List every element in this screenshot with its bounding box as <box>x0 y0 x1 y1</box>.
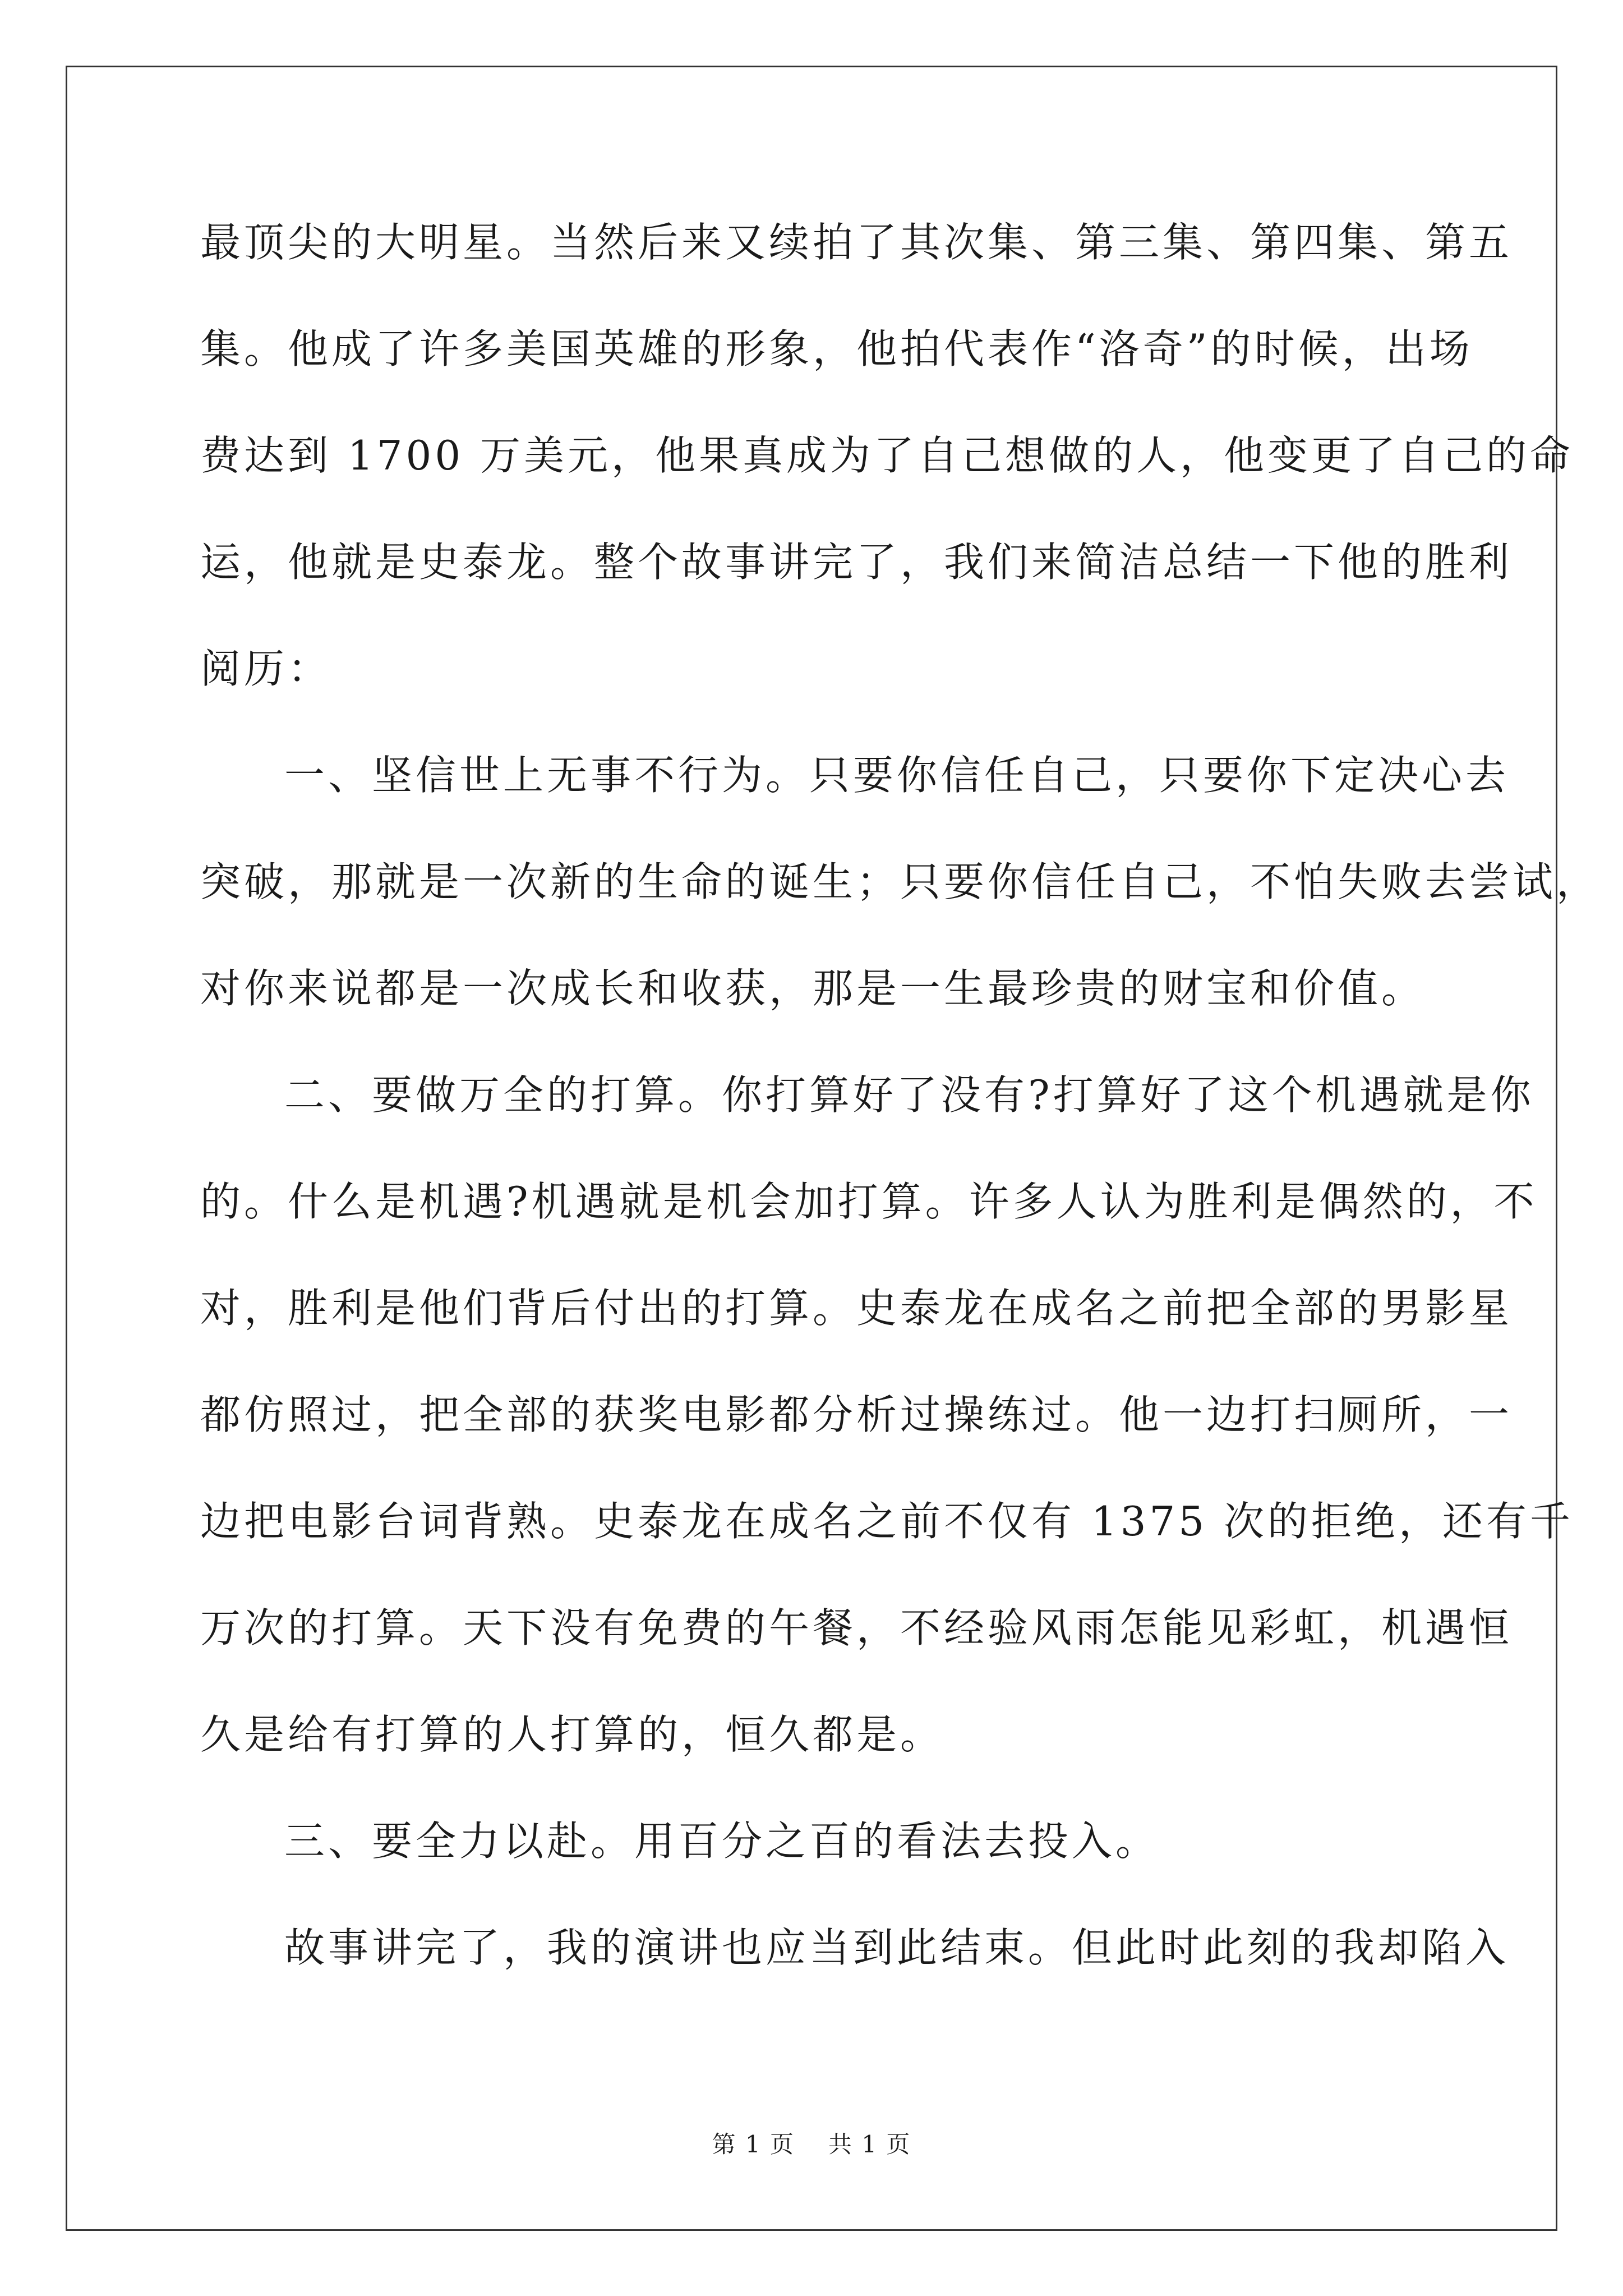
paragraph-line: 一、坚信世上无事不行为。只要你信任自己，只要你下定决心去 <box>284 752 1510 799</box>
paragraph-line: 运，他就是史泰龙。整个故事讲完了，我们来简洁总结一下他的胜利 <box>200 539 1513 586</box>
page-number: 第 1 页 <box>712 2131 795 2158</box>
paragraph-line: 对你来说都是一次成长和收获，那是一生最珍贵的财宝和价值。 <box>200 965 1426 1012</box>
paragraph-line: 阅历： <box>200 645 332 692</box>
paragraph-line: 二、要做万全的打算。你打算好了没有?打算好了这个机遇就是你 <box>284 1071 1534 1119</box>
paragraph-line: 边把电影台词背熟。史泰龙在成名之前不仅有 1375 次的拒绝，还有千 <box>200 1498 1574 1545</box>
paragraph-line: 万次的打算。天下没有免费的午餐，不经验风雨怎能见彩虹，机遇恒 <box>200 1604 1513 1651</box>
paragraph-line: 突破，那就是一次新的生命的诞生；只要你信任自己，不怕失败去尝试， <box>200 858 1601 905</box>
paragraph-line: 集。他成了许多美国英雄的形象，他拍代表作“洛奇”的时候，出场 <box>200 325 1473 372</box>
paragraph-line: 费达到 1700 万美元，他果真成为了自己想做的人，他变更了自己的命 <box>200 432 1574 479</box>
page-total: 共 1 页 <box>828 2131 911 2158</box>
paragraph-line: 最顶尖的大明星。当然后来又续拍了其次集、第三集、第四集、第五 <box>200 219 1513 266</box>
paragraph-line: 故事讲完了，我的演讲也应当到此结束。但此时此刻的我却陷入 <box>284 1924 1510 1971</box>
paragraph-line: 对，胜利是他们背后付出的打算。史泰龙在成名之前把全部的男影星 <box>200 1285 1513 1332</box>
paragraph-line: 三、要全力以赴。用百分之百的看法去投入。 <box>284 1818 1160 1865</box>
page-footer <box>0 2126 1623 2160</box>
paragraph-line: 都仿照过，把全部的获奖电影都分析过操练过。他一边打扫厕所，一 <box>200 1391 1513 1438</box>
paragraph-line: 久是给有打算的人打算的，恒久都是。 <box>200 1711 944 1758</box>
document-body <box>200 211 1601 2023</box>
paragraph-line: 的。什么是机遇?机遇就是机会加打算。许多人认为胜利是偶然的，不 <box>200 1178 1538 1225</box>
